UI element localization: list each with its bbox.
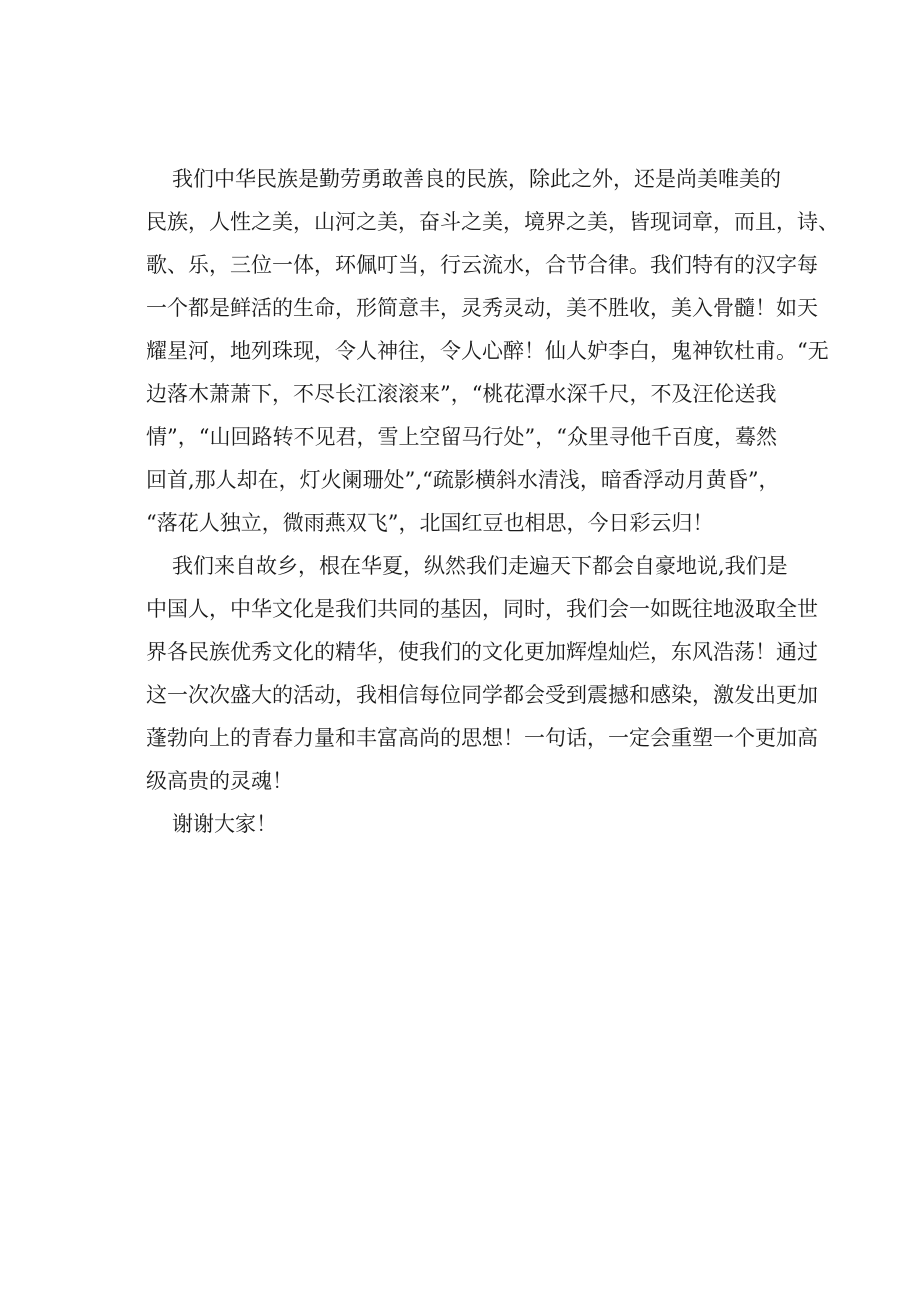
- paragraph-2: [146, 545, 846, 803]
- closing-line: 谢谢大家！: [172, 812, 277, 836]
- paragraph-line: 这一次次盛大的活动，我相信每位同学都会受到震撼和感染，激发出更加: [146, 683, 818, 707]
- paragraph-line: 我们中华民族是勤劳勇敢善良的民族，除此之外，还是尚美唯美的: [172, 167, 781, 191]
- paragraph-line: 耀星河，地列珠现，令人神往，令人心醉！仙人妒李白，鬼神钦杜甫。“无: [146, 339, 829, 363]
- paragraph-1: [146, 158, 846, 545]
- paragraph-line: 我们来自故乡，根在华夏，纵然我们走遍天下都会自豪地说,我们是: [172, 554, 788, 578]
- paragraph-line: 歌、乐，三位一体，环佩叮当，行云流水，合节合律。我们特有的汉字每: [146, 253, 818, 277]
- paragraph-line: 界各民族优秀文化的精华，使我们的文化更加辉煌灿烂，东风浩荡！通过: [146, 640, 818, 664]
- paragraph-line: 级高贵的灵魂！: [146, 769, 293, 793]
- paragraph-3: [146, 803, 846, 846]
- paragraph-line: 中国人，中华文化是我们共同的基因，同时，我们会一如既往地汲取全世: [146, 597, 818, 621]
- paragraph-line: “落花人独立，微雨燕双飞”，北国红豆也相思，今日彩云归！: [146, 511, 714, 535]
- paragraph-line: 情”，“山回路转不见君，雪上空留马行处”，“众里寻他千百度，蓦然: [146, 425, 777, 449]
- speech-text: [146, 158, 846, 846]
- paragraph-line: 蓬勃向上的青春力量和丰富高尚的思想！一句话，一定会重塑一个更加高: [146, 726, 818, 750]
- paragraph-line: 一个都是鲜活的生命，形简意丰，灵秀灵动，美不胜收，美入骨髓！如天: [146, 296, 818, 320]
- paragraph-line: 回首,那人却在，灯火阑珊处”,“疏影横斜水清浅，暗香浮动月黄昏”，: [146, 468, 780, 492]
- paragraph-line: 民族，人性之美，山河之美，奋斗之美，境界之美，皆现词章，而且，诗、: [146, 210, 839, 234]
- paragraph-line: 边落木萧萧下，不尽长江滚滚来”，“桃花潭水深千尺，不及汪伦送我: [146, 382, 777, 406]
